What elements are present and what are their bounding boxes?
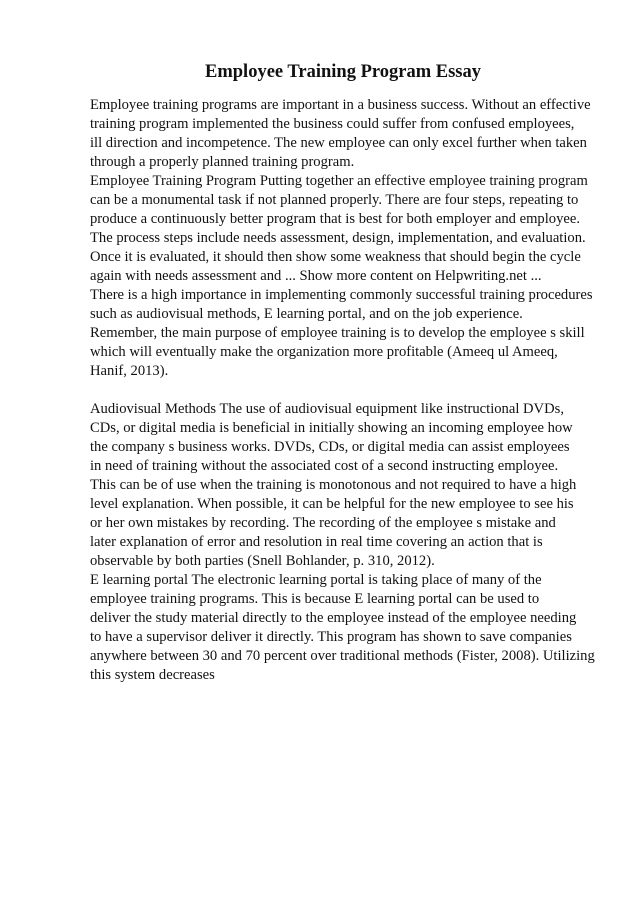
text-line: CDs, or digital media is beneficial in initially showing an incoming employee how: [90, 420, 573, 436]
text-line: training program implemented the business could suffer from confused employees,: [90, 116, 575, 132]
text-line: anywhere between 30 and 70 percent over traditional methods (Fister, 2008). Utilizing: [90, 648, 595, 664]
text-line: to have a supervisor deliver it directly. This program has shown to save companies: [90, 629, 572, 645]
text-line: ill direction and incompetence. The new employee can only excel further when taken: [90, 135, 587, 151]
text-line: later explanation of error and resolution in real time covering an action that is: [90, 534, 543, 550]
document-title: Employee Training Program Essay: [205, 62, 481, 82]
text-line: the company s business works. DVDs, CDs, or digital media can assist employees: [90, 439, 570, 455]
text-line: Once it is evaluated, it should then show some weakness that should begin the cycle: [90, 249, 581, 265]
text-line: Audiovisual Methods The use of audiovisual equipment like instructional DVDs,: [90, 401, 564, 417]
text-line: Employee training programs are important in a business success. Without an effective: [90, 97, 591, 113]
text-line: The process steps include needs assessment, design, implementation, and evaluation.: [90, 230, 586, 246]
text-line: through a properly planned training program.: [90, 154, 355, 170]
text-line: which will eventually make the organization more profitable (Ameeq ul Ameeq,: [90, 344, 558, 360]
paragraph-2: [90, 400, 610, 685]
text-line: in need of training without the associated cost of a second instructing employee.: [90, 458, 559, 474]
text-line: There is a high importance in implementing commonly successful training procedures: [90, 287, 593, 303]
text-line: produce a continuously better program that is best for both employer and employee.: [90, 211, 580, 227]
text-line: such as audiovisual methods, E learning portal, and on the job experience.: [90, 306, 523, 322]
paragraph-spacer: [90, 381, 610, 400]
document-body: [90, 96, 610, 685]
text-line: Hanif, 2013).: [90, 363, 169, 379]
text-line: E learning portal The electronic learning portal is taking place of many of the: [90, 572, 542, 588]
text-line: or her own mistakes by recording. The recording of the employee s mistake and: [90, 515, 556, 531]
text-line: observable by both parties (Snell Bohlander, p. 310, 2012).: [90, 553, 435, 569]
text-line: can be a monumental task if not planned properly. There are four steps, repeating to: [90, 192, 579, 208]
text-line: Employee Training Program Putting together an effective employee training program: [90, 173, 588, 189]
text-line: This can be of use when the training is monotonous and not required to have a high: [90, 477, 577, 493]
text-line: employee training programs. This is because E learning portal can be used to: [90, 591, 540, 607]
text-line: again with needs assessment and ... Show more content on Helpwriting.net ...: [90, 268, 542, 284]
text-line: this system decreases: [90, 667, 215, 683]
text-line: Remember, the main purpose of employee training is to develop the employee s skill: [90, 325, 585, 341]
text-line: level explanation. When possible, it can be helpful for the new employee to see his: [90, 496, 574, 512]
text-line: deliver the study material directly to the employee instead of the employee needing: [90, 610, 577, 626]
paragraph-1: [90, 96, 610, 381]
